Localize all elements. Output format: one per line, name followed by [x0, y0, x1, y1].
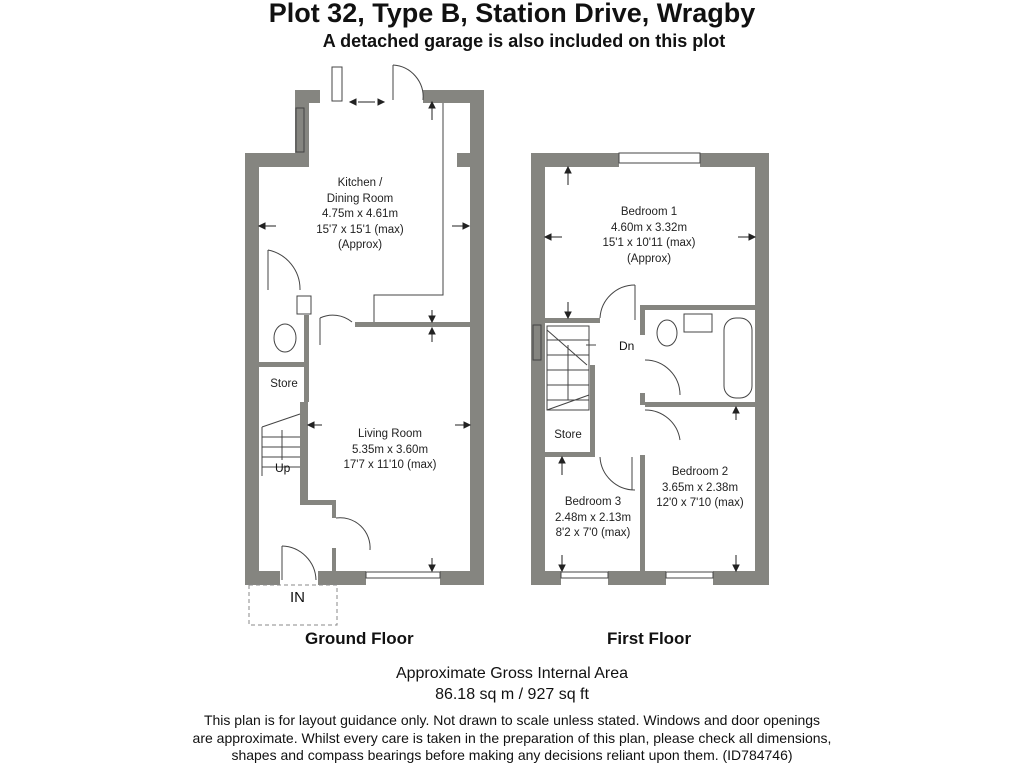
room-bedroom-1 — [584, 205, 714, 267]
area-value: 86.18 sq m / 927 sq ft — [435, 686, 589, 703]
room-name: Bedroom 1 — [620, 206, 678, 218]
room-bedroom-3 — [543, 495, 643, 542]
room-store-first — [546, 428, 590, 444]
room-bedroom-2 — [640, 465, 760, 512]
plan-title: Plot 32, Type B, Station Drive, Wragby — [268, 0, 756, 28]
stairs-up-label: Up — [275, 461, 291, 475]
room-name: Store — [270, 378, 298, 390]
area-label: Approximate Gross Internal Area — [395, 665, 629, 682]
room-name: Living Room — [358, 428, 422, 440]
first-floor-title: First Floor — [607, 629, 692, 648]
room-metric: 5.35m x 3.60m — [351, 443, 429, 456]
plan-subtitle: A detached garage is also included on this plot — [322, 31, 726, 51]
disclaimer-line-3: shapes and compass bearings before making any decisions reliant upon them. (ID784746) — [231, 747, 793, 763]
room-note: (Approx) — [626, 252, 672, 265]
room-imperial: 15'1 x 10'11 (max) — [602, 237, 696, 249]
disclaimer-line-1: This plan is for layout guidance only. Not drawn to scale unless stated. Windows and door openings — [203, 712, 821, 728]
room-imperial: 8'2 x 7'0 (max) — [555, 527, 631, 539]
room-metric: 3.65m x 2.38m — [661, 481, 739, 494]
fixtures — [249, 65, 752, 625]
room-imperial: 15'7 x 15'1 (max) — [316, 223, 404, 236]
entrance-label: IN — [290, 589, 305, 606]
room-name: Kitchen / — [337, 177, 383, 189]
room-metric: 4.60m x 3.32m — [610, 221, 688, 234]
room-name: Bedroom 3 — [564, 496, 622, 508]
room-metric: 4.75m x 4.61m — [321, 208, 399, 220]
room-name-line2: Dining Room — [326, 192, 394, 205]
disclaimer — [0, 712, 1024, 765]
room-metric: 2.48m x 2.13m — [554, 511, 632, 524]
ground-floor-walls — [245, 90, 484, 585]
room-imperial: 17'7 x 11'10 (max) — [343, 459, 437, 471]
disclaimer-line-2: are approximate. Whilst every care is taken in the preparation of this plan, please check all dimensions, — [192, 729, 832, 746]
gross-internal-area — [0, 663, 1024, 705]
ground-floor-title: Ground Floor — [305, 629, 414, 648]
room-name: Bedroom 2 — [671, 466, 729, 478]
stairs-down-label: Dn — [619, 339, 635, 353]
room-imperial: 12'0 x 7'10 (max) — [656, 497, 744, 509]
room-name: Store — [554, 429, 582, 441]
room-note: (Approx) — [337, 239, 383, 251]
room-living — [325, 427, 455, 474]
room-kitchen-dining — [300, 176, 420, 254]
room-store-ground — [262, 377, 306, 393]
